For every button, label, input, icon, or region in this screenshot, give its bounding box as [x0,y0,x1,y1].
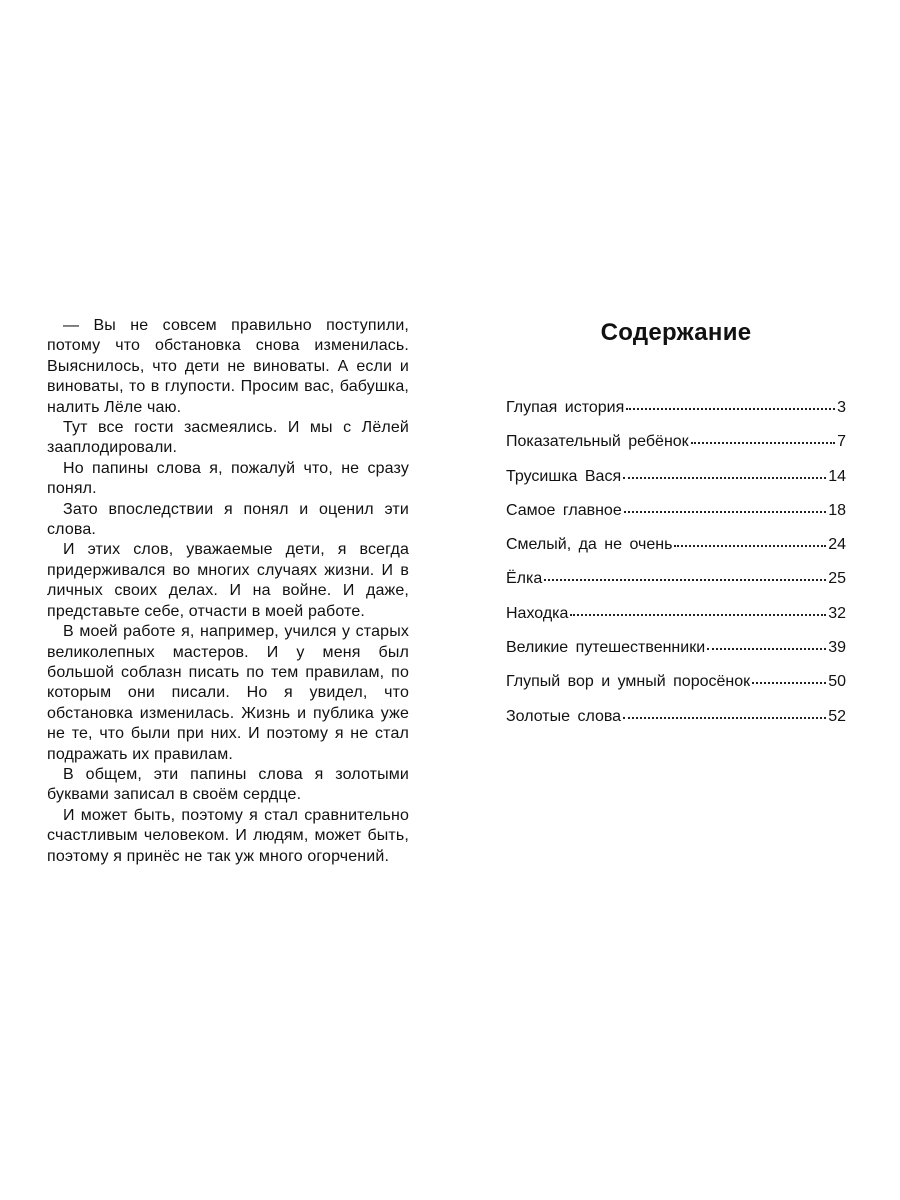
contents-page [506,316,846,725]
toc-entry [506,497,846,531]
toc-entry [506,463,846,497]
toc-dot-leader [624,495,826,513]
toc-entry [506,531,846,565]
toc-entry-page: 50 [828,673,846,691]
toc-entry-page: 52 [828,707,846,725]
toc-entry-title: Великие путешественники [506,639,706,657]
toc-entry-title: Золотые слова [506,707,622,725]
toc-entry-page: 39 [828,639,846,657]
story-paragraph: И может быть, поэтому я стал сравнительно счастливым человеком. И людям, может быть, поэтому я принёс не так уж много огорчений. [47,806,409,865]
toc-entry-title: Самое главное [506,501,622,519]
toc-dot-leader [707,632,826,650]
toc-dot-leader [623,461,826,479]
toc-entry-page: 7 [837,433,846,451]
story-paragraph: Но папины слова я, пожалуй что, не сразу понял. [47,459,409,498]
story-paragraph: В моей работе я, например, учился у старых великолепных мастеров. И у меня был большой соблазн писать по тем правилам, по которым они писали. Но я увидел, что обстановка изменилась. Жизнь и публика уже не те, что были при них. И поэтому я не стал подражать их правилам. [47,623,409,763]
toc-entry-title: Трусишка Вася [506,467,622,485]
toc-entry-page: 25 [828,570,846,588]
contents-list [506,394,846,737]
toc-dot-leader [623,701,826,719]
toc-entry [506,703,846,737]
toc-entry-title: Показательный ребёнок [506,433,689,451]
story-text-page [47,316,409,867]
toc-dot-leader [626,392,835,410]
toc-entry-title: Смелый, да не очень [506,536,673,554]
toc-dot-leader [674,529,826,547]
story-paragraph: Зато впоследствии я понял и оценил эти слова. [47,500,409,539]
toc-entry-title: Ёлка [506,570,543,588]
toc-entry [506,565,846,599]
story-paragraph: Тут все гости засмеялись. И мы с Лёлей зааплодировали. [47,419,409,457]
toc-entry [506,600,846,634]
story-paragraph: И этих слов, уважаемые дети, я всегда придерживался во многих случаях жизни. И в личных своих делах. И на войне. И даже, представьте себе, отчасти в моей работе. [47,541,409,620]
toc-entry-page: 24 [828,536,846,554]
toc-entry-page: 3 [837,399,846,416]
toc-dot-leader [752,666,826,684]
toc-dot-leader [544,563,826,581]
toc-dot-leader [570,598,826,616]
contents-title: Содержание [600,319,752,346]
story-paragraph: В общем, эти папины слова я золотыми буквами записал в своём сердце. [47,765,409,804]
toc-entry-page: 14 [828,467,846,485]
toc-entry-title: Глупый вор и умный поросёнок [506,673,751,691]
toc-entry [506,634,846,668]
toc-entry-page: 18 [828,501,846,519]
toc-entry [506,668,846,702]
story-paragraph: — Вы не совсем правильно поступили, потому что обстановка снова изменилась. Выяснилось, что дети не виноваты. А если и виноваты, то в глупости. Просим вас, бабушка, налить Лёле чаю. [47,317,409,416]
toc-entry-page: 32 [828,604,846,622]
toc-entry-title: Находка [506,604,569,622]
toc-entry [506,428,846,462]
toc-entry [506,394,846,428]
toc-dot-leader [691,426,835,444]
toc-entry-title: Глупая история [506,399,625,416]
